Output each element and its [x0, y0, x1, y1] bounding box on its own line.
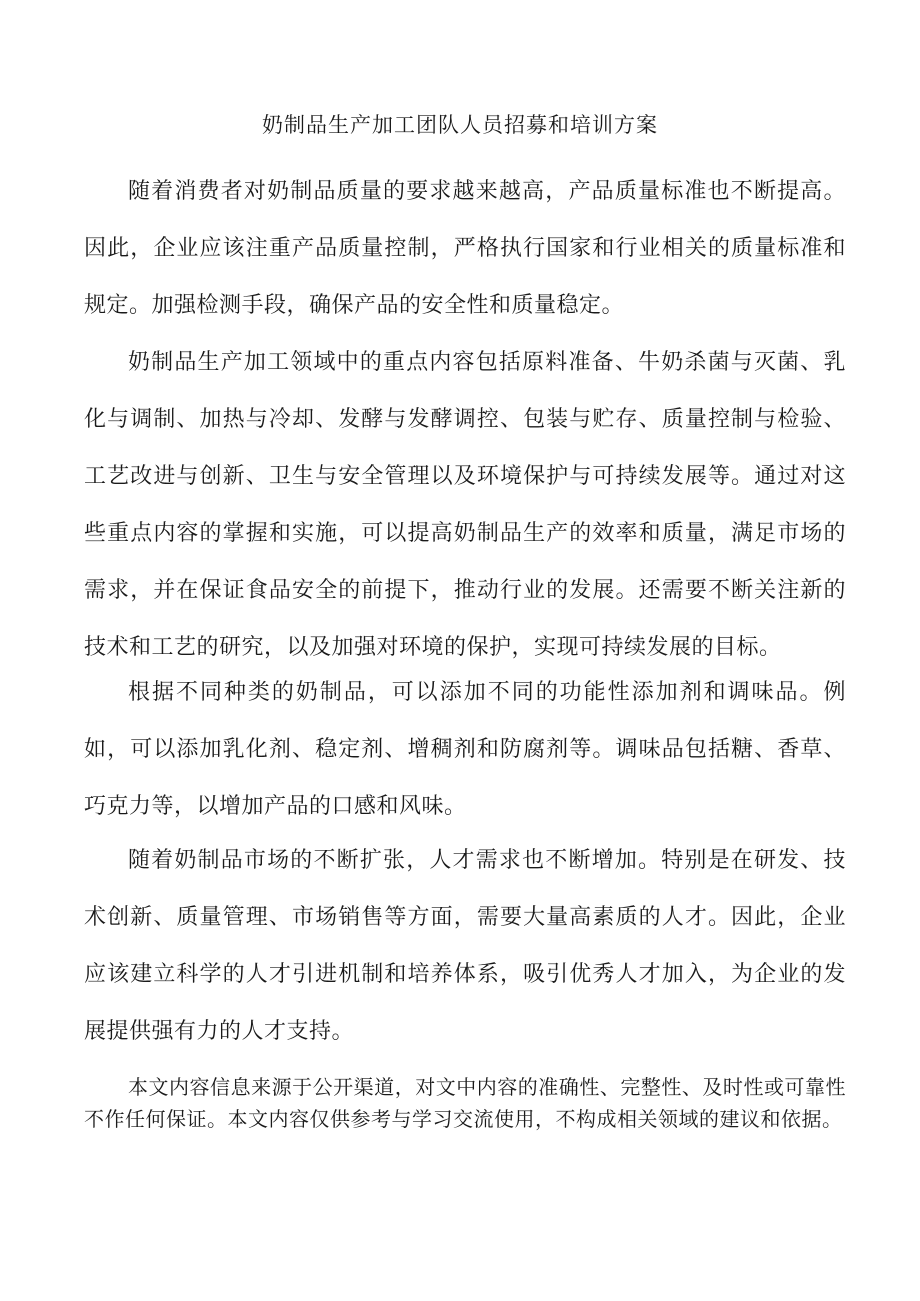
- body-paragraph: 随着消费者对奶制品质量的要求越来越高，产品质量标准也不断提高。因此，企业应该注重产品质量控制，严格执行国家和行业相关的质量标准和规定。加强检测手段，确保产品的安全性和质量稳定。: [84, 179, 846, 318]
- body-paragraph: 奶制品生产加工领域中的重点内容包括原料准备、牛奶杀菌与灭菌、乳化与调制、加热与冷却、发酵与发酵调控、包装与贮存、质量控制与检验、工艺改进与创新、卫生与安全管理以及环境保护与可持续发展等。通过对这些重点内容的掌握和实施，可以提高奶制品生产的效率和质量，满足市场的需求，并在保证食品安全的前提下，推动行业的发展。还需要不断关注新的技术和工艺的研究，以及加强对环境的保护，实现可持续发展的目标。: [84, 350, 846, 660]
- body-paragraph: 随着奶制品市场的不断扩张，人才需求也不断增加。特别是在研发、技术创新、质量管理、市场销售等方面，需要大量高素质的人才。因此，企业应该建立科学的人才引进机制和培养体系，吸引优秀人才加入，为企业的发展提供强有力的人才支持。: [84, 848, 846, 1044]
- disclaimer-text: 本文内容信息来源于公开渠道，对文中内容的准确性、完整性、及时性或可靠性不作任何保证。本文内容仅供参考与学习交流使用，不构成相关领域的建议和依据。: [84, 1075, 846, 1131]
- body-paragraph: 根据不同种类的奶制品，可以添加不同的功能性添加剂和调味品。例如，可以添加乳化剂、稳定剂、增稠剂和防腐剂等。调味品包括糖、香草、巧克力等，以增加产品的口感和风味。: [84, 680, 846, 819]
- document-title: 奶制品生产加工团队人员招募和培训方案: [262, 113, 658, 137]
